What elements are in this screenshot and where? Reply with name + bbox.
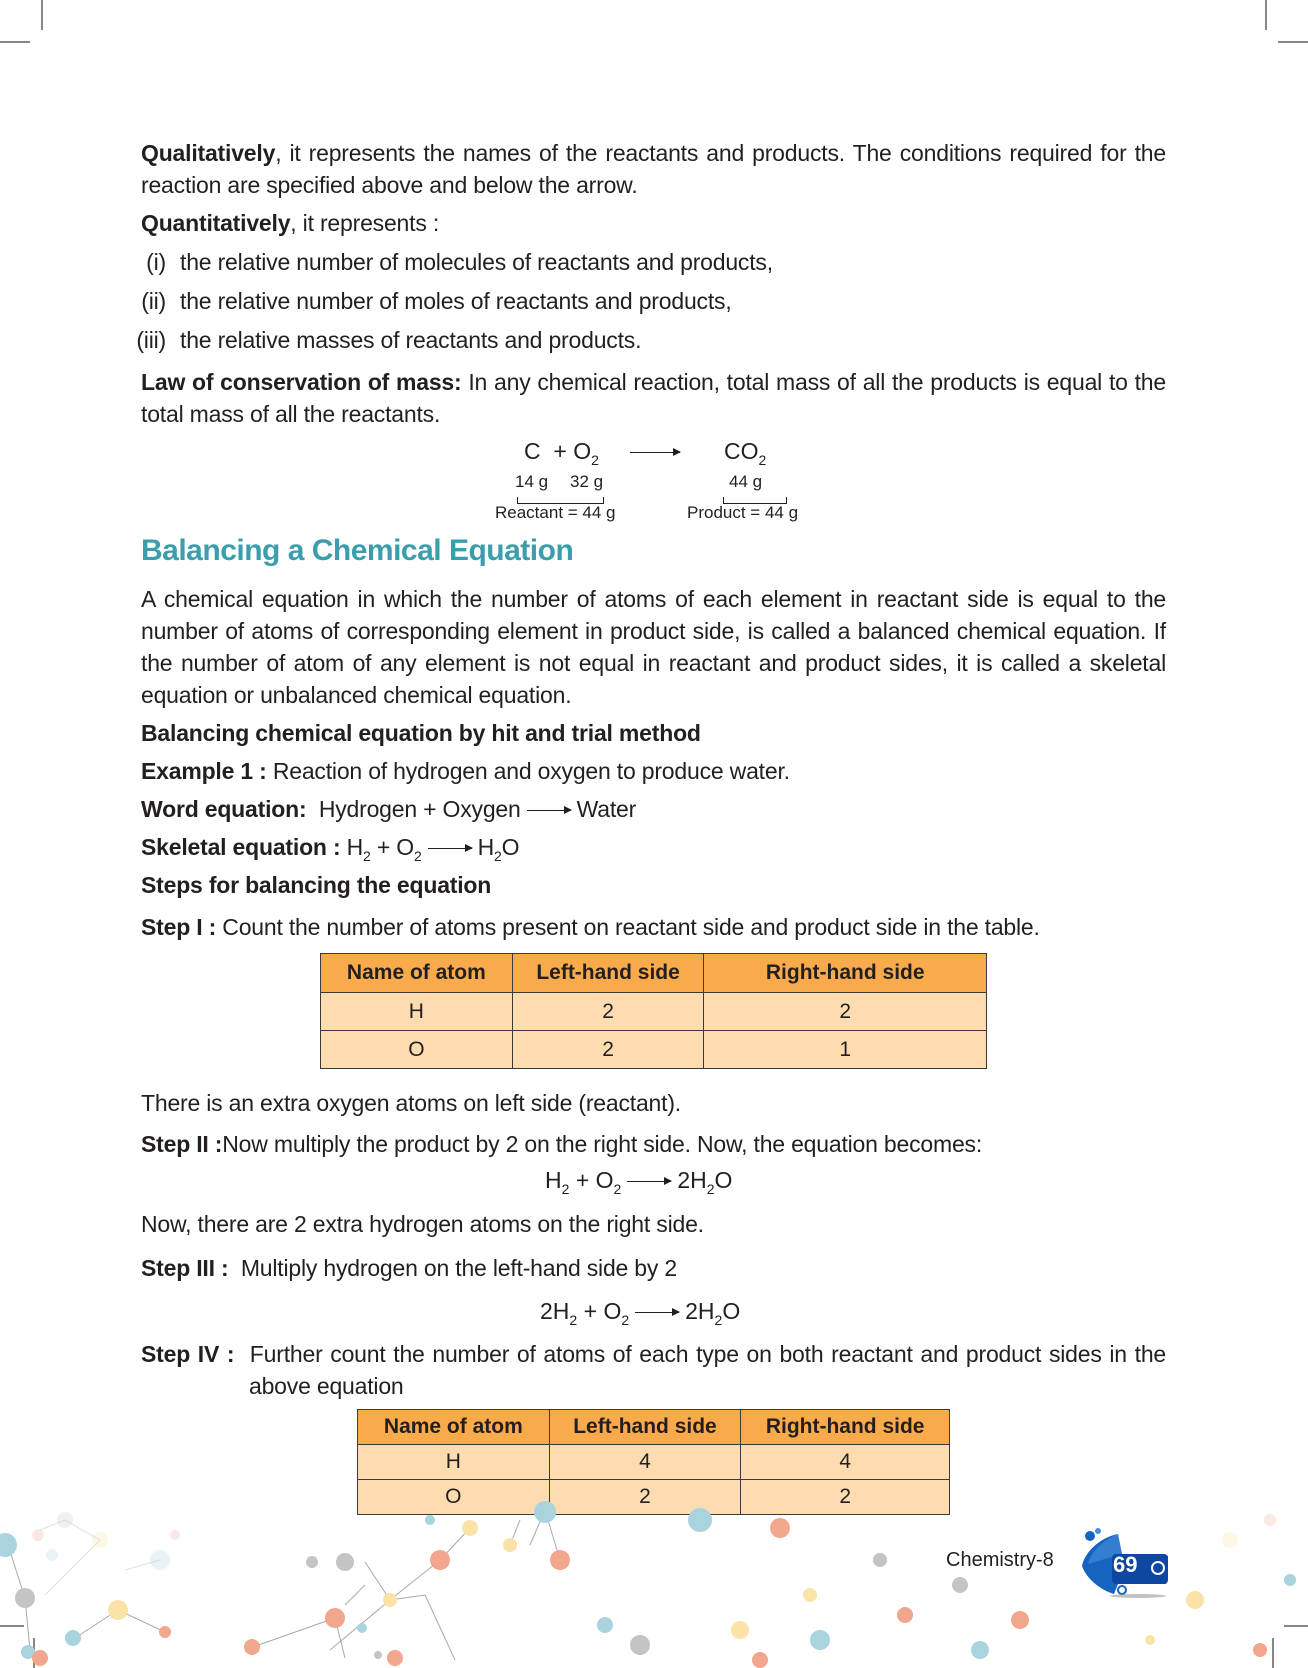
word-equation-right: Water bbox=[576, 796, 637, 822]
reactant-c: C bbox=[524, 438, 541, 464]
qualitative-paragraph bbox=[141, 137, 1166, 201]
mass-c: 14 g bbox=[515, 472, 549, 491]
step-2-text: Now multiply the product by 2 on the right side. Now, the equation becomes: bbox=[222, 1131, 983, 1157]
table-header: Left-hand side bbox=[512, 954, 704, 993]
table-header-row bbox=[358, 1410, 950, 1445]
example-text: Reaction of hydrogen and oxygen to produce water. bbox=[266, 758, 790, 784]
note-extra-hydrogen: Now, there are 2 extra hydrogen atoms on the right side. bbox=[141, 1211, 704, 1237]
reaction-arrow-icon bbox=[627, 1181, 671, 1182]
step-4-label: Step IV : bbox=[141, 1341, 235, 1367]
atom-count-table-1 bbox=[320, 953, 987, 1069]
footer-subject: Chemistry-8 bbox=[946, 1549, 1054, 1571]
table-header: Name of atom bbox=[321, 954, 513, 993]
reaction-arrow-icon bbox=[428, 848, 472, 849]
list-item bbox=[110, 246, 1135, 278]
list-text: the relative number of molecules of reactants and products, bbox=[180, 249, 773, 275]
skeletal-label: Skeletal equation : bbox=[141, 834, 341, 860]
table-row bbox=[321, 1031, 987, 1069]
step-1-label: Step I : bbox=[141, 914, 217, 940]
crop-mark bbox=[0, 41, 30, 43]
table-cell: 2 bbox=[704, 993, 987, 1031]
qualitative-label: Qualitatively bbox=[141, 140, 276, 166]
steps-title: Steps for balancing the equation bbox=[141, 872, 492, 898]
definition-paragraph: A chemical equation in which the number of atoms of each element in reactant side is equal to the number of atoms of corresponding element in product side, is called a balanced chemical equation. If the number of atom of any element is not equal in reactant and product sides, it is called a skeletal equation or unbalanced chemical equation. bbox=[141, 586, 1166, 708]
example-line bbox=[141, 755, 1166, 787]
table-row bbox=[358, 1445, 950, 1480]
reactant-o2: $O_2$ bbox=[573, 438, 599, 468]
conservation-equation bbox=[524, 436, 599, 475]
step-4 bbox=[141, 1338, 1166, 1402]
list-item bbox=[110, 285, 1135, 317]
table-cell: 2 bbox=[741, 1480, 950, 1515]
quantitative-text: , it represents : bbox=[290, 210, 440, 236]
list-text: the relative number of moles of reactants and products, bbox=[180, 288, 732, 314]
law-label: Law of conservation of mass: bbox=[141, 369, 462, 395]
step-2 bbox=[141, 1128, 1166, 1160]
table-cell: O bbox=[321, 1031, 513, 1069]
product-total: Product = 44 g bbox=[687, 503, 799, 522]
crop-mark bbox=[1265, 0, 1267, 30]
table-header: Name of atom bbox=[358, 1410, 550, 1445]
reaction-arrow-icon bbox=[635, 1312, 679, 1313]
crop-mark bbox=[1278, 41, 1308, 43]
list-number: (ii) bbox=[141, 288, 166, 314]
step-3-text: Multiply hydrogen on the left-hand side by 2 bbox=[240, 1255, 677, 1281]
skeletal-equation-line bbox=[141, 831, 1166, 872]
quantitative-paragraph bbox=[141, 207, 1166, 239]
table-header: Right-hand side bbox=[704, 954, 987, 993]
section-heading: Balancing a Chemical Equation bbox=[141, 534, 574, 567]
mass-o2: 32 g bbox=[570, 472, 604, 491]
table-cell: 1 bbox=[704, 1031, 987, 1069]
crop-mark bbox=[41, 0, 43, 30]
word-equation-left: Hydrogen + Oxygen bbox=[318, 796, 521, 822]
table-cell: 2 bbox=[512, 993, 704, 1031]
word-equation-label: Word equation: bbox=[141, 796, 307, 822]
reaction-arrow-icon bbox=[630, 452, 680, 453]
table-row bbox=[321, 993, 987, 1031]
plus-sign: + bbox=[553, 438, 567, 464]
page-number: 69 bbox=[1113, 1552, 1138, 1577]
word-equation-line bbox=[141, 793, 1166, 825]
step-3 bbox=[141, 1252, 1166, 1284]
product-co2: $CO_2$ bbox=[724, 438, 767, 468]
table-cell: 4 bbox=[549, 1445, 741, 1480]
law-paragraph bbox=[141, 366, 1166, 430]
table-cell: H bbox=[321, 993, 513, 1031]
step-3-label: Step III : bbox=[141, 1255, 229, 1281]
step-4-text: Further count the number of atoms of each type on both reactant and product sides in the above equation bbox=[249, 1341, 1166, 1399]
qualitative-text: , it represents the names of the reactants and products. The conditions required for the reaction are specified above and below the arrow. bbox=[141, 140, 1166, 198]
equation-step-2: $H_2 + O_2$ $2H_2O$ bbox=[545, 1167, 733, 1197]
skeletal-equation: $H_2 + O_2$ $H_2O$ bbox=[346, 834, 520, 864]
list-text: the relative masses of reactants and products. bbox=[180, 327, 642, 353]
table-header-row bbox=[321, 954, 987, 993]
law-text: In any chemical reaction, total mass of all the products is equal to the total mass of all the reactants. bbox=[141, 369, 1166, 427]
table-cell: 2 bbox=[549, 1480, 741, 1515]
list-item bbox=[110, 324, 1135, 356]
step-2-label: Step II : bbox=[141, 1131, 223, 1157]
equation-step-3: $2H_2 + O_2$ $2H_2O$ bbox=[540, 1298, 741, 1328]
reaction-arrow-icon bbox=[527, 810, 571, 811]
step-1-text: Count the number of atoms present on reactant side and product side in the table. bbox=[222, 914, 1040, 940]
table-cell: 2 bbox=[512, 1031, 704, 1069]
table-cell: O bbox=[358, 1480, 550, 1515]
table-cell: 4 bbox=[741, 1445, 950, 1480]
table-cell: H bbox=[358, 1445, 550, 1480]
table-header: Right-hand side bbox=[741, 1410, 950, 1445]
quantitative-label: Quantitatively bbox=[141, 210, 291, 236]
note-extra-oxygen: There is an extra oxygen atoms on left side (reactant). bbox=[141, 1090, 681, 1116]
example-label: Example 1 : bbox=[141, 758, 267, 784]
list-number: (iii) bbox=[136, 327, 166, 353]
mass-co2: 44 g bbox=[729, 472, 763, 491]
reactant-total: Reactant = 44 g bbox=[495, 503, 616, 522]
list-number: (i) bbox=[146, 249, 166, 275]
step-1 bbox=[141, 911, 1166, 943]
table-header: Left-hand side bbox=[549, 1410, 741, 1445]
method-title: Balancing chemical equation by hit and trial method bbox=[141, 720, 701, 746]
